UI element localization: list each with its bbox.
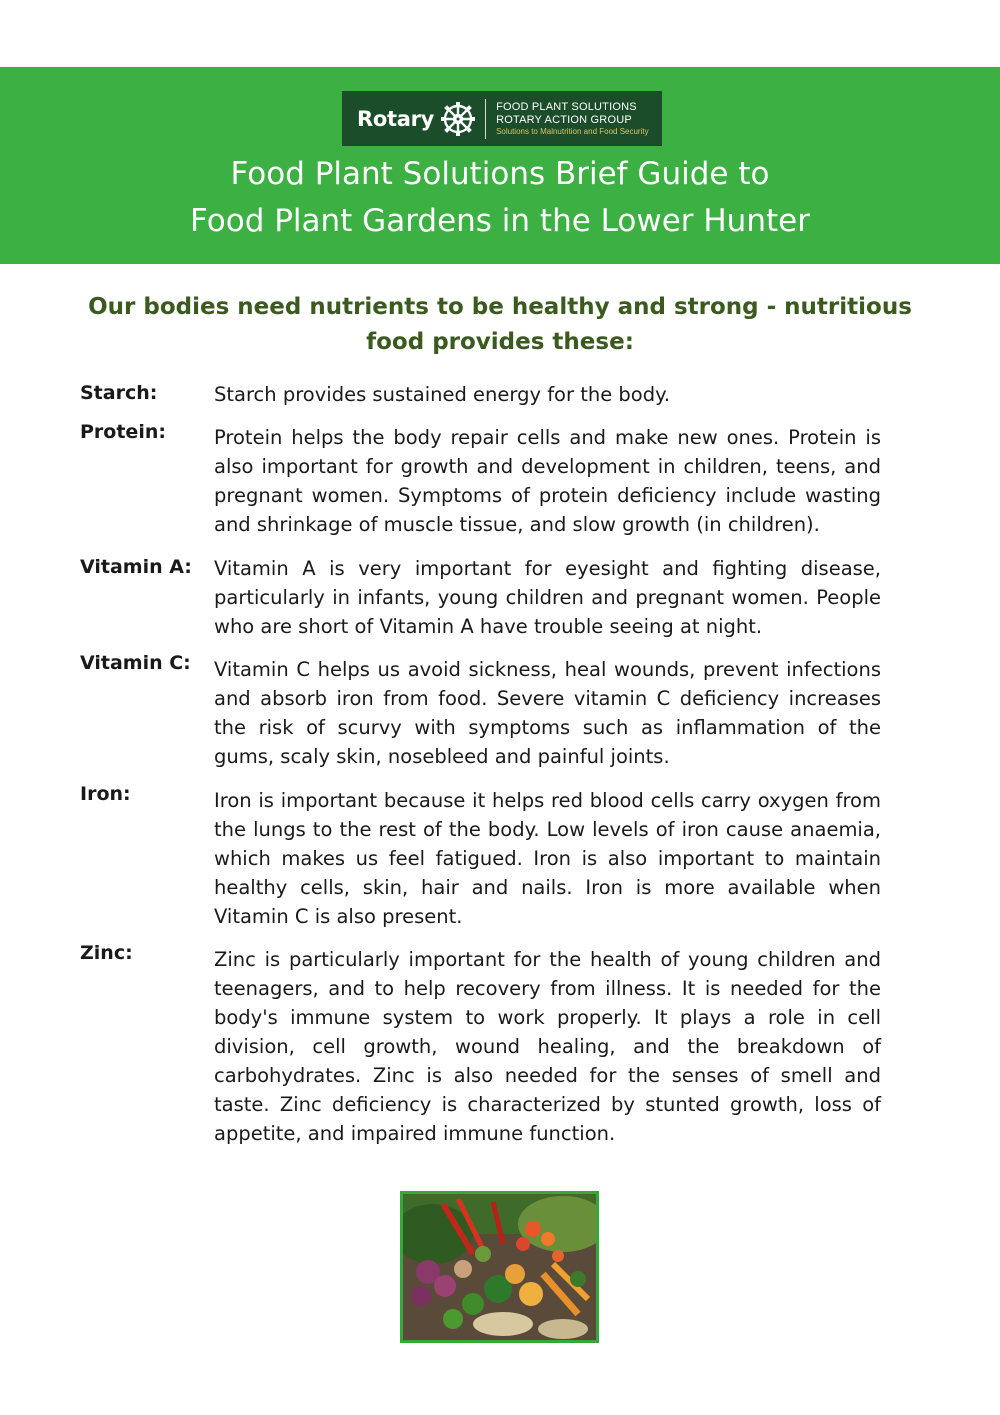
logo-wordmark: Rotary <box>357 106 435 131</box>
term-protein: Protein: <box>80 421 166 443</box>
page-title-line-1: Food Plant Solutions Brief Guide to <box>230 156 770 192</box>
rotary-logo <box>342 91 662 146</box>
desc-zinc: Zinc is particularly important for the health of young children and teenagers, and to help recovery from illness. It is needed for the body's immune system to work properly. It plays a role in cell division, cell growth, wound healing, and the breakdown of carbohydrates. Zinc is also needed for the senses of smell and taste. Zinc deficiency is characterized by stunted growth, loss of appetite, and impaired immune function. <box>214 948 881 1145</box>
rotary-wheel-icon <box>440 101 476 137</box>
intro-heading: Our bodies need nutrients to be healthy and strong - nutritious food provides these: <box>88 294 912 355</box>
logo-text <box>496 101 649 135</box>
header-banner <box>0 67 1000 264</box>
page-title-line-2: Food Plant Gardens in the Lower Hunter <box>190 203 810 239</box>
term-vitamin-c: Vitamin C: <box>80 652 191 674</box>
logo-line-1: FOOD PLANT SOLUTIONS <box>496 101 637 114</box>
logo-tagline: Solutions to Malnutrition and Food Security <box>496 126 649 136</box>
term-iron: Iron: <box>80 783 131 805</box>
term-vitamin-a: Vitamin A: <box>80 556 192 578</box>
term-starch: Starch: <box>80 382 158 404</box>
desc-starch: Starch provides sustained energy for the body. <box>214 383 671 406</box>
term-zinc: Zinc: <box>80 942 133 964</box>
logo-line-2: ROTARY ACTION GROUP <box>496 113 632 126</box>
vegetables-illustration <box>403 1194 596 1340</box>
desc-protein: Protein helps the body repair cells and make new ones. Protein is also important for growth and development in children, teens, and pregnant women. Symptoms of protein deficiency include wasting and shrinkage of muscle tissue, and slow growth (in children). <box>214 426 881 536</box>
desc-iron: Iron is important because it helps red blood cells carry oxygen from the lungs to the rest of the body. Low levels of iron cause anaemia, which makes us feel fatigued. Iron is also important to maintain healthy cells, skin, hair and nails. Iron is more available when Vitamin C is also present. <box>214 789 881 928</box>
desc-vitamin-a: Vitamin A is very important for eyesight and fighting disease, particularly in infants, young children and pregnant women. People who are short of Vitamin A have trouble seeing at night. <box>214 557 881 638</box>
desc-vitamin-c: Vitamin C helps us avoid sickness, heal wounds, prevent infections and absorb iron from food. Severe vitamin C deficiency increases the risk of scurvy with symptoms such as inflammation of the gums, scaly skin, nosebleed and painful joints. <box>214 658 881 768</box>
logo-divider <box>485 99 486 139</box>
vegetables-photo <box>400 1191 599 1343</box>
page-title <box>0 151 1000 245</box>
